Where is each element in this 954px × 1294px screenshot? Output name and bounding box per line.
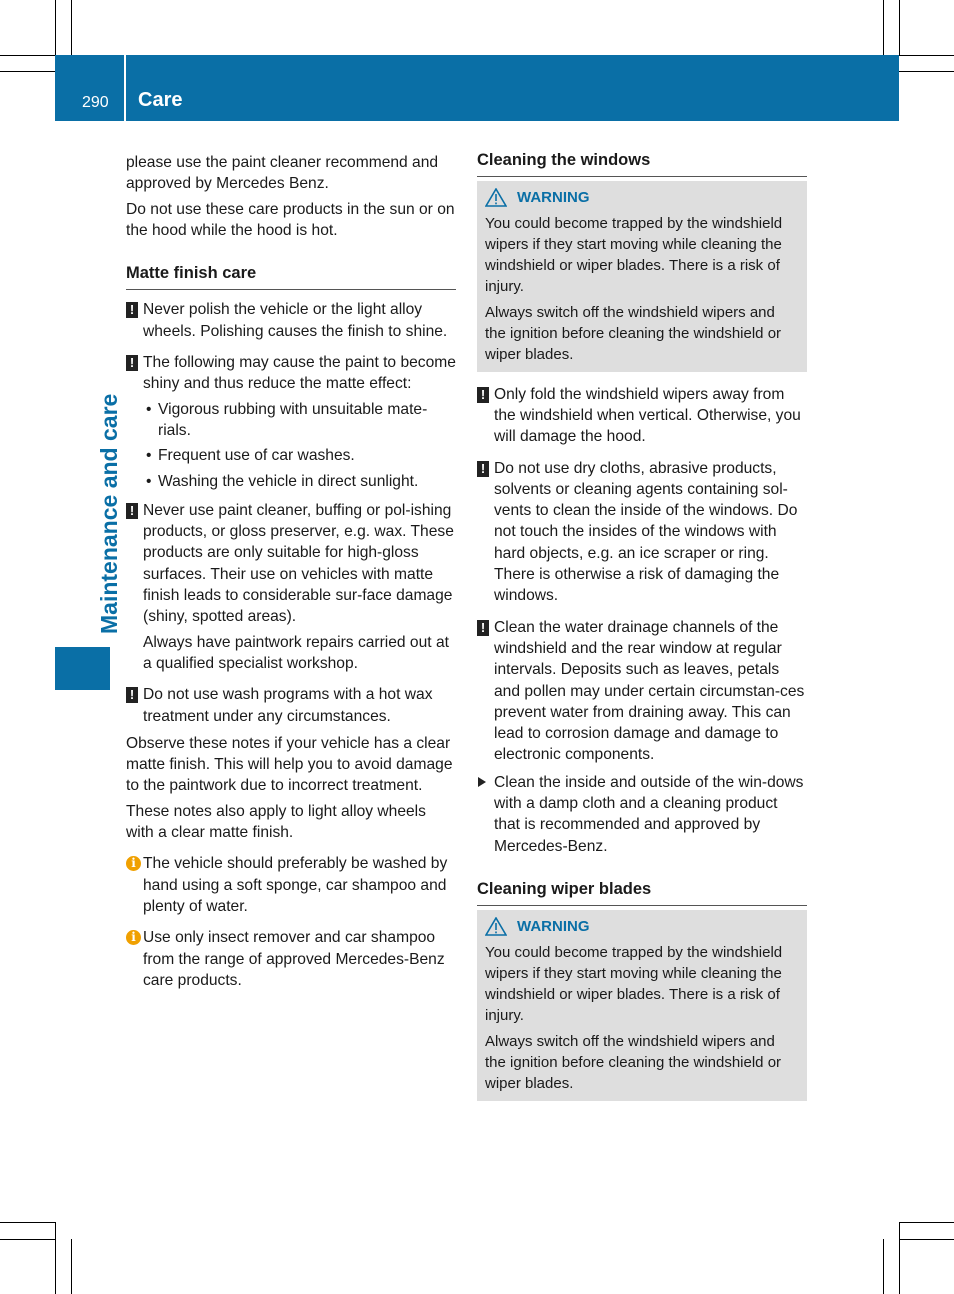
warning-header	[485, 187, 799, 208]
matte-finish-heading: Matte finish care	[126, 263, 456, 290]
body-paragraph: Observe these notes if your vehicle has a clear matte finish. This will help you to avoid damage to the paintwork due to incorrect treatment.	[126, 734, 453, 795]
note-text: Never use paint cleaner, buffing or pol-ishing products, or gloss preserver, e.g. wax. These products are only suitable for high-gloss surfaces. Their use on vehicles with matte finish leads to considerable sur-face damage (shiny, spotted areas).	[143, 501, 454, 626]
crop-mark	[0, 55, 55, 56]
caution-note	[126, 500, 456, 674]
crop-mark	[0, 1239, 55, 1240]
header-divider	[124, 55, 126, 121]
crop-mark	[899, 55, 954, 56]
note-text: Clean the water drainage channels of the windshield and the rear window at regular intervals. Deposits such as leaves, petals and pollen may under certain circumstan-ces prevent water from draining away. This can lead to corrosion damage and damage to electronic components.	[494, 618, 805, 764]
intro-paragraph: please use the paint cleaner recommend and approved by Mercedes Benz.	[126, 154, 439, 193]
exclamation-icon: !	[126, 503, 138, 519]
right-column	[477, 150, 807, 1101]
cleaning-windows-heading: Cleaning the windows	[477, 150, 807, 177]
crop-mark	[883, 0, 884, 55]
crop-mark	[55, 1222, 56, 1294]
instruction-step	[477, 772, 807, 857]
note-text: Do not use wash programs with a hot wax treatment under any circumstances.	[143, 686, 433, 725]
crop-mark	[55, 0, 56, 55]
warning-box	[477, 181, 807, 371]
caution-note	[477, 458, 807, 607]
side-tab-marker	[55, 647, 110, 690]
exclamation-icon: !	[477, 461, 489, 477]
exclamation-icon: !	[126, 355, 138, 371]
left-column	[126, 152, 456, 1001]
warning-title: WARNING	[517, 189, 590, 207]
crop-mark	[899, 1239, 954, 1240]
note-text: Do not use dry cloths, abrasive products, solvents or cleaning agents containing sol-vents to clean the inside of the windows. Do not touch the insides of the windows with hard objects, e.g. an ice scraper or ring. There is otherwise a risk of damaging the windows.	[494, 459, 798, 605]
warning-text: Always switch off the windshield wipers and the ignition before cleaning the windshield or wiper blades.	[485, 303, 782, 364]
exclamation-icon: !	[126, 302, 138, 318]
crop-mark	[899, 1222, 900, 1294]
caution-note	[126, 684, 456, 727]
caution-note	[126, 299, 456, 342]
note-text: The vehicle should preferably be washed by hand using a soft sponge, car shampoo and plenty of water.	[143, 855, 448, 915]
crop-mark	[71, 1239, 72, 1294]
info-note	[126, 853, 456, 917]
crop-mark	[899, 0, 900, 55]
caution-note	[477, 617, 807, 766]
caution-note	[477, 384, 807, 448]
cleaning-wiper-heading: Cleaning wiper blades	[477, 879, 807, 906]
exclamation-icon: !	[477, 620, 489, 636]
note-text: Always have paintwork repairs carried out at a qualified specialist workshop.	[143, 633, 449, 672]
warning-header	[485, 916, 799, 937]
section-title: Care	[138, 89, 183, 111]
crop-mark	[899, 1222, 954, 1223]
crop-mark	[883, 1239, 884, 1294]
page-number: 290	[82, 94, 109, 111]
warning-text: Always switch off the windshield wipers and the ignition before cleaning the windshield or wiper blades.	[485, 1032, 782, 1093]
list-item: • Washing the vehicle in direct sunlight.	[143, 471, 456, 492]
warning-triangle-icon	[485, 188, 507, 207]
side-tab-label: Maintenance and care	[96, 393, 122, 634]
bullet-list	[143, 399, 456, 492]
warning-triangle-icon	[485, 917, 507, 936]
list-item: • Frequent use of car washes.	[143, 445, 456, 466]
note-text: Never polish the vehicle or the light alloy wheels. Polishing causes the finish to shine.	[143, 301, 448, 340]
info-note	[126, 927, 456, 991]
list-item: • Vigorous rubbing with unsuitable mate-rials.	[143, 399, 456, 442]
exclamation-icon: !	[477, 387, 489, 403]
warning-text: You could become trapped by the windshield wipers if they start moving while cleaning the windshield or wiper blades. There is a risk of injury.	[485, 943, 783, 1025]
exclamation-icon: !	[126, 687, 138, 703]
arrow-right-icon	[478, 777, 486, 787]
note-text: The following may cause the paint to become shiny and thus reduce the matte effect:	[143, 354, 456, 393]
intro-paragraph: Do not use these care products in the sun or on the hood while the hood is hot.	[126, 200, 455, 239]
crop-mark	[899, 71, 954, 72]
note-text: Only fold the windshield wipers away from the windshield when vertical. Otherwise, you will damage the hood.	[494, 385, 801, 446]
warning-box	[477, 910, 807, 1100]
crop-mark	[71, 0, 72, 55]
body-paragraph: These notes also apply to light alloy wheels with a clear matte finish.	[126, 802, 426, 842]
warning-text: You could become trapped by the windshield wipers if they start moving while cleaning the windshield or wiper blades. There is a risk of injury.	[485, 214, 783, 296]
step-text: Clean the inside and outside of the win-dows with a damp cloth and a cleaning product that is recommended and approved by Mercedes-Benz.	[494, 773, 804, 855]
crop-mark	[0, 1222, 55, 1223]
note-text: Use only insect remover and car shampoo from the range of approved Mercedes-Benz care products.	[143, 929, 445, 989]
caution-note	[126, 352, 456, 395]
info-icon: i	[126, 930, 141, 945]
crop-mark	[0, 71, 55, 72]
warning-title: WARNING	[517, 918, 590, 936]
info-icon: i	[126, 856, 141, 871]
